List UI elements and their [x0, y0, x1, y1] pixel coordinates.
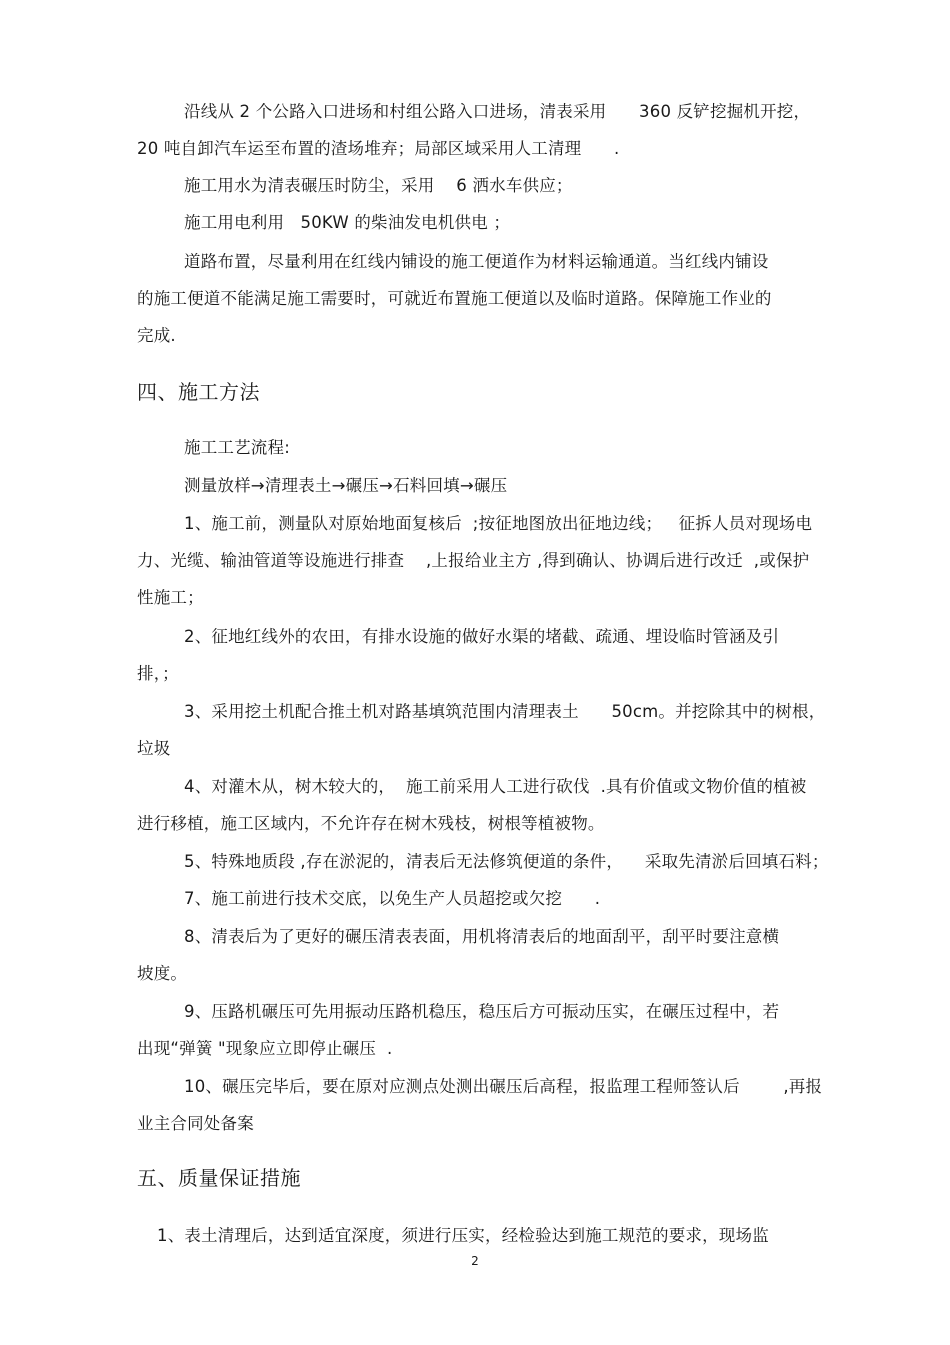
text-line: 9、压路机碾压可先用振动压路机稳压，稳压后方可振动压实，在碾压过程中，若 [184, 1002, 780, 1021]
text-line: 出现“弹簧 "现象应立即停止碾压 . [137, 1039, 393, 1058]
text-line: 1、施工前，测量队对原始地面复核后 ;按征地图放出征地边线； 征拆人员对现场电 [184, 514, 813, 533]
text-line: 排，； [137, 664, 179, 683]
text-line: 业主合同处备案 [137, 1114, 254, 1133]
section-heading: 四、施工方法 [137, 380, 260, 404]
text-line: 道路布置，尽量利用在红线内铺设的施工便道作为材料运输通道。当红线内铺设 [184, 252, 769, 271]
text-line: 施工用电利用 50KW 的柴油发电机供电 ； [184, 213, 511, 232]
text-line: 20 吨自卸汽车运至布置的渣场堆弃；局部区域采用人工清理 . [137, 139, 620, 158]
text-line: 测量放样→清理表土→碾压→石料回填→碾压 [184, 476, 508, 495]
text-line: 性施工； [137, 588, 204, 607]
text-line: 8、清表后为了更好的碾压清表表面，用机将清表后的地面刮平，刮平时要注意横 [184, 927, 780, 946]
text-line: 2、征地红线外的农田，有排水设施的做好水渠的堵截、疏通、埋设临时管涵及引 [184, 627, 780, 646]
text-line: 4、对灌木从，树木较大的， 施工前采用人工进行砍伐 .具有价值或文物价值的植被 [184, 777, 807, 796]
page-number: 2 [471, 1254, 479, 1268]
text-line: 5、特殊地质段 ,存在淤泥的，清表后无法修筑便道的条件， 采取先清淤后回填石料； [184, 852, 829, 871]
text-line: 3、采用挖土机配合推土机对路基填筑范围内清理表土 50cm。并挖除其中的树根， [184, 702, 826, 721]
text-line: 进行移植，施工区域内，不允许存在树木残枝，树根等植被物。 [137, 814, 605, 833]
text-line: 施工工艺流程: [184, 438, 290, 457]
section-heading: 五、质量保证措施 [137, 1166, 301, 1190]
text-line: 坡度。 [137, 964, 188, 983]
text-line: 10、碾压完毕后，要在原对应测点处测出碾压后高程，报监理工程师签认后 ,再报 [184, 1077, 823, 1096]
text-line: 完成. [137, 326, 176, 345]
text-line: 沿线从 2 个公路入口进场和村组公路入口进场，清表采用 360 反铲挖掘机开挖， [184, 102, 811, 121]
text-line: 的施工便道不能满足施工需要时，可就近布置施工便道以及临时道路。保障施工作业的 [137, 289, 772, 308]
text-line: 7、施工前进行技术交底，以免生产人员超挖或欠挖 . [184, 889, 601, 908]
text-line: 1、表土清理后，达到适宜深度，须进行压实，经检验达到施工规范的要求，现场监 [157, 1226, 769, 1245]
text-line: 垃圾 [137, 739, 171, 758]
text-line: 施工用水为清表碾压时防尘，采用 6 洒水车供应； [184, 176, 573, 195]
text-line: 力、光缆、输油管道等设施进行排查 ,上报给业主方 ,得到确认、协调后进行改迁 ,或保护 [137, 551, 810, 570]
